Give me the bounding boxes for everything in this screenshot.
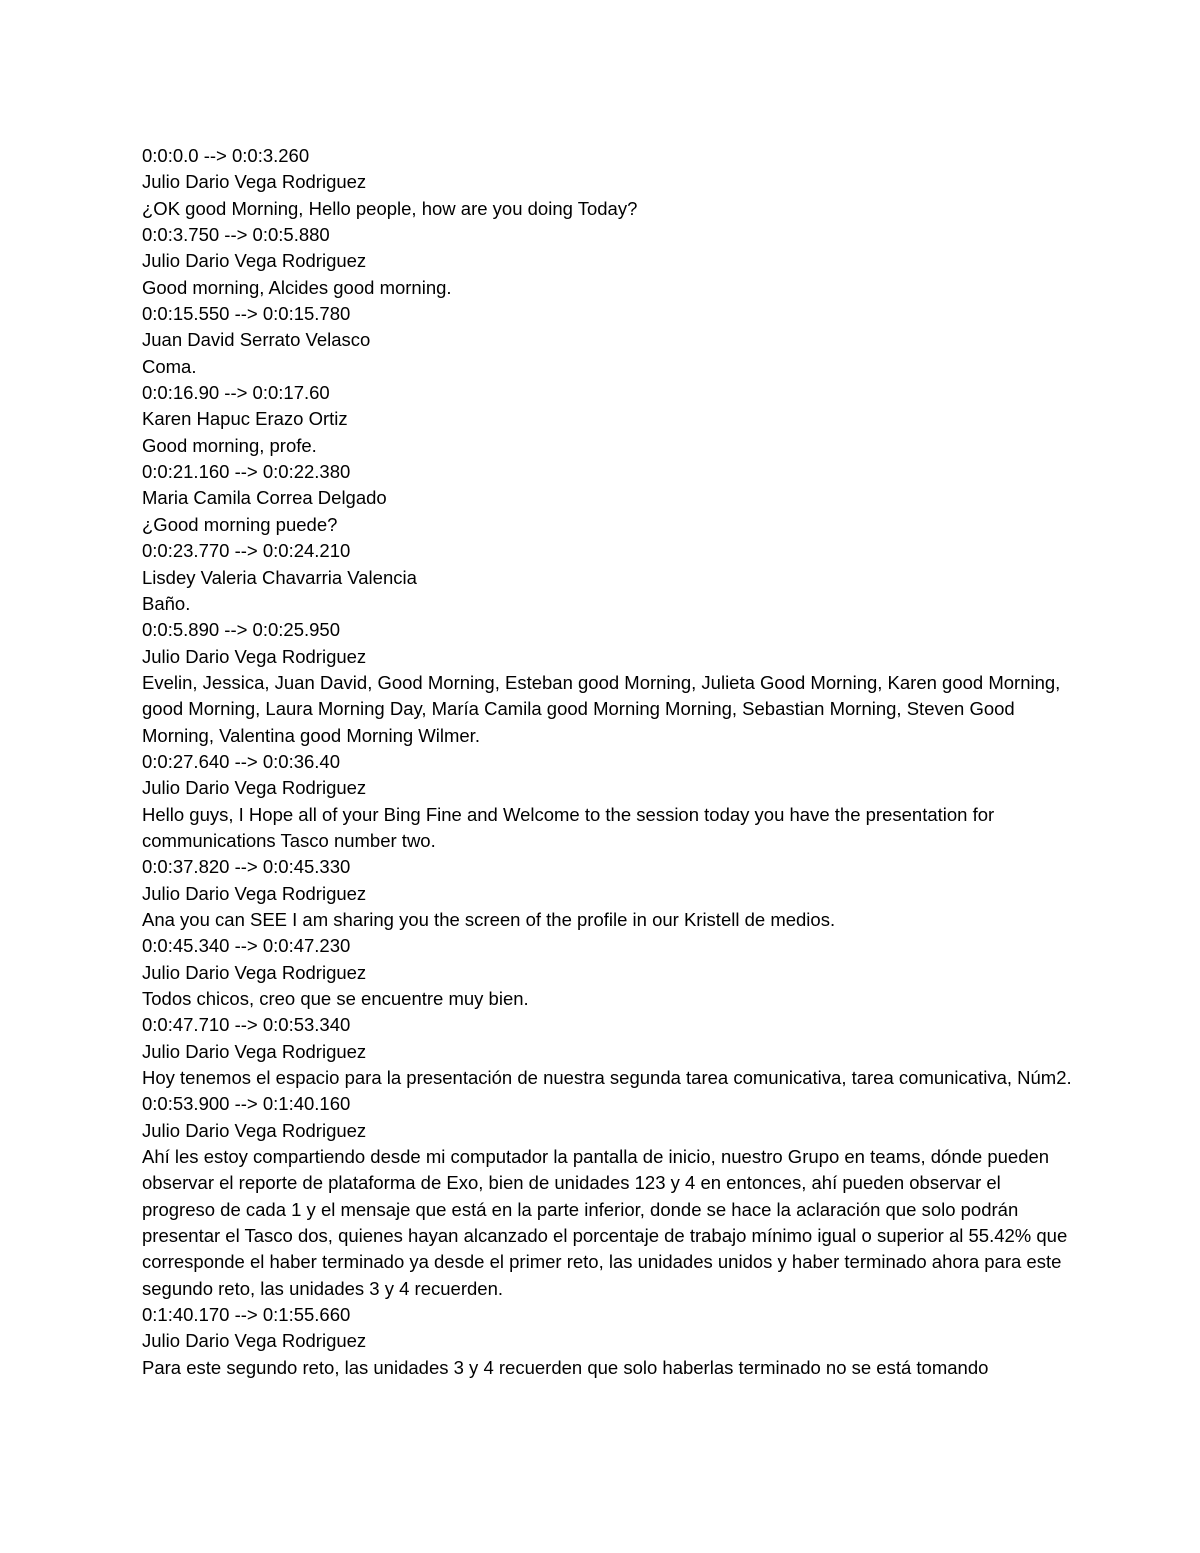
timestamp: 0:1:40.170 --> 0:1:55.660 [142,1304,351,1326]
speaker-name: Maria Camila Correa Delgado [142,487,387,509]
utterance-text: Todos chicos, creo que se encuentre muy bien. [142,988,529,1009]
transcript-entry [142,1012,1072,1091]
transcript-entry [142,301,1072,380]
transcript-entry [142,854,1072,933]
transcript-entry [142,1091,1072,1302]
timestamp: 0:0:21.160 --> 0:0:22.380 [142,461,351,483]
timestamp: 0:0:47.710 --> 0:0:53.340 [142,1014,351,1036]
timestamp: 0:0:3.750 --> 0:0:5.880 [142,224,330,246]
utterance-text: Hello guys, I Hope all of your Bing Fine and Welcome to the session today you have the presentation for communications Tasco number two. [142,803,995,851]
transcript-entry [142,933,1072,1012]
speaker-name: Julio Dario Vega Rodriguez [142,1330,367,1352]
transcript-entry [142,1302,1072,1381]
speaker-name: Lisdey Valeria Chavarria Valencia [142,566,417,588]
speaker-name: Julio Dario Vega Rodriguez [142,1040,367,1062]
timestamp: 0:0:53.900 --> 0:1:40.160 [142,1093,351,1115]
utterance-text: Evelin, Jessica, Juan David, Good Morning, Esteban good Morning, Julieta Good Morning, Karen good Morning, good Morning, Laura Morning Day, María Camila good Morning Morning, Sebastian Morning, Steven Good Morning, Valentina good Morning Wilmer. [142,671,1061,746]
speaker-name: Julio Dario Vega Rodriguez [142,777,367,799]
utterance-text: Good morning, Alcides good morning. [142,276,452,298]
speaker-name: Julio Dario Vega Rodriguez [142,171,367,193]
utterance-text: Baño. [142,592,191,614]
timestamp: 0:0:5.890 --> 0:0:25.950 [142,619,340,641]
transcript-entry [142,222,1072,301]
timestamp: 0:0:15.550 --> 0:0:15.780 [142,303,351,325]
speaker-name: Julio Dario Vega Rodriguez [142,1119,367,1141]
timestamp: 0:0:23.770 --> 0:0:24.210 [142,540,351,562]
utterance-text: ¿OK good Morning, Hello people, how are you doing Today? [142,197,638,219]
utterance-text: Para este segundo reto, las unidades 3 y 4 recuerden que solo haberlas terminado no se está tomando [142,1356,989,1378]
timestamp: 0:0:45.340 --> 0:0:47.230 [142,935,351,957]
speaker-name: Juan David Serrato Velasco [142,329,371,351]
transcript-entry [142,380,1072,459]
utterance-text: ¿Good morning puede? [142,513,338,535]
transcript-entry [142,749,1072,854]
speaker-name: Julio Dario Vega Rodriguez [142,961,367,983]
utterance-text: Hoy tenemos el espacio para la presentación de nuestra segunda tarea comunicativa, tarea comunicativa, Núm2. [142,1067,1072,1089]
transcript-entry [142,617,1072,749]
transcript-entry [142,143,1072,222]
transcript-body [142,143,1072,1381]
utterance-text: Ana you can SEE I am sharing you the screen of the profile in our Kristell de medios. [142,908,836,930]
transcript-entry [142,538,1072,617]
speaker-name: Julio Dario Vega Rodriguez [142,250,367,272]
speaker-name: Karen Hapuc Erazo Ortiz [142,408,348,430]
utterance-text: Coma. [142,355,197,377]
timestamp: 0:0:37.820 --> 0:0:45.330 [142,856,351,878]
speaker-name: Julio Dario Vega Rodriguez [142,645,367,667]
utterance-text: Ahí les estoy compartiendo desde mi computador la pantalla de inicio, nuestro Grupo en teams, dónde pueden observar el reporte de plataforma de Exo, bien de unidades 123 y 4 en entonces, ahí pueden observar el progreso de cada 1 y el mensaje que está en la parte inferior, donde se hace la aclaración que solo podrán presentar el Tasco dos, quienes hayan alcanzado el porcentaje de trabajo mínimo igual o superior al 55.42% que corresponde el haber terminado ya desde el primer reto, las unidades unidos y haber terminado ahora para este segundo reto, las unidades 3 y 4 recuerden. [142,1146,1068,1299]
utterance-text: Good morning, profe. [142,434,317,456]
timestamp: 0:0:27.640 --> 0:0:36.40 [142,750,340,772]
timestamp: 0:0:0.0 --> 0:0:3.260 [142,145,310,166]
transcript-entry [142,459,1072,538]
speaker-name: Julio Dario Vega Rodriguez [142,882,367,904]
timestamp: 0:0:16.90 --> 0:0:17.60 [142,382,330,404]
